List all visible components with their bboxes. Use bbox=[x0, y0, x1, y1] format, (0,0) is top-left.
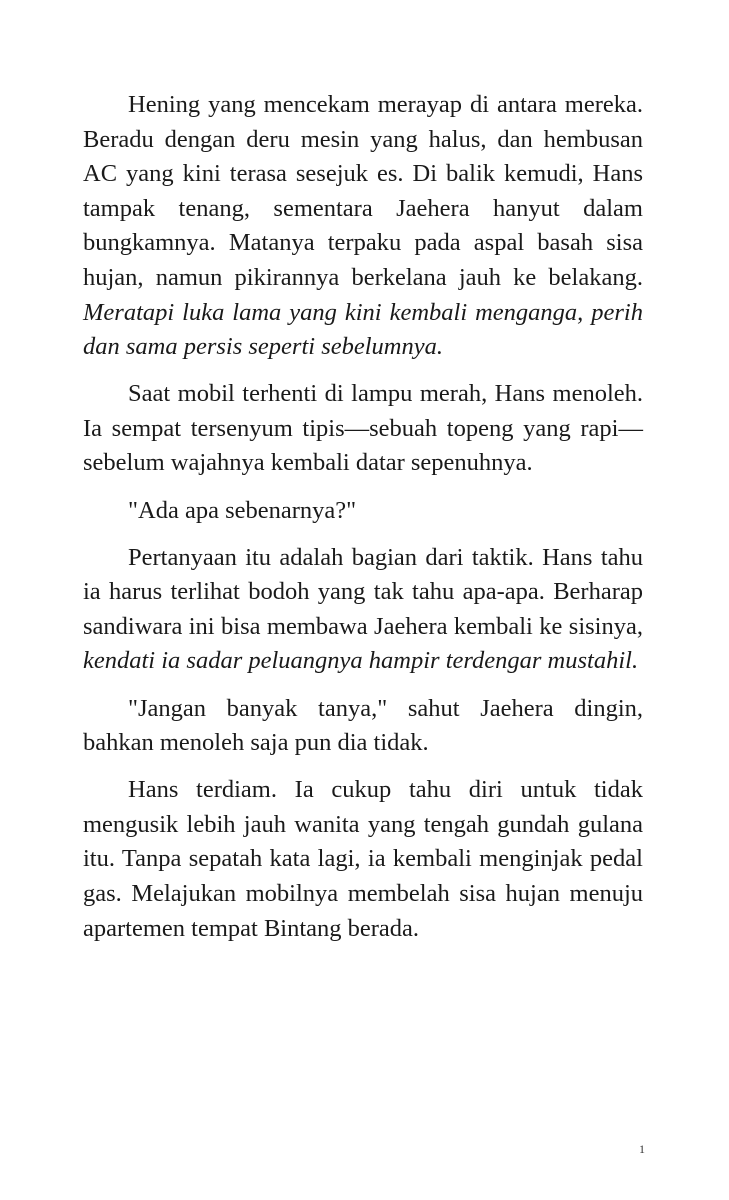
paragraph-2 bbox=[83, 377, 643, 481]
paragraph-6 bbox=[83, 773, 643, 946]
paragraph-4 bbox=[83, 541, 643, 679]
paragraph-2-text: Saat mobil terhenti di lampu merah, Hans menoleh. Ia sempat tersenyum tipis—sebuah topeng yang rapi—sebelum wajahnya kembali datar sepenuhnya. bbox=[83, 380, 643, 477]
paragraph-5 bbox=[83, 692, 643, 761]
story-text bbox=[83, 88, 643, 959]
paragraph-1 bbox=[83, 88, 643, 365]
paragraph-1-italic: Meratapi luka lama yang kini kembali menganga, perih dan sama persis seperti sebelumnya. bbox=[83, 298, 643, 361]
paragraph-4-italic: kendati ia sadar peluangnya hampir terdengar mustahil. bbox=[83, 647, 639, 675]
paragraph-1-text: Hening yang mencekam merayap di antara mereka. Beradu dengan deru mesin yang halus, dan hembusan AC yang kini terasa sesejuk es. Di balik kemudi, Hans tampak tenang, sementara Jaehera hanyut dalam bungkamnya. Matanya terpaku pada aspal basah sisa hujan, namun pikirannya berkelana jauh ke belakang. bbox=[83, 91, 643, 291]
paragraph-4-text: Pertanyaan itu adalah bagian dari taktik. Hans tahu ia harus terlihat bodoh yang tak tahu apa-apa. Berharap sandiwara ini bisa membawa Jaehera kembali ke sisinya, bbox=[83, 543, 643, 640]
paragraph-6-text: Hans terdiam. Ia cukup tahu diri untuk tidak mengusik lebih jauh wanita yang tengah gundah gulana itu. Tanpa sepatah kata lagi, ia kembali menginjak pedal gas. Melajukan mobilnya membelah sisa hujan menuju apartemen tempat Bintang berada. bbox=[83, 776, 643, 942]
paragraph-5-text: "Jangan banyak tanya," sahut Jaehera dingin, bahkan menoleh saja pun dia tidak. bbox=[83, 694, 643, 757]
paragraph-3-text: "Ada apa sebenarnya?" bbox=[128, 496, 357, 524]
paragraph-3 bbox=[83, 494, 643, 529]
page-number: 1 bbox=[639, 1142, 645, 1156]
